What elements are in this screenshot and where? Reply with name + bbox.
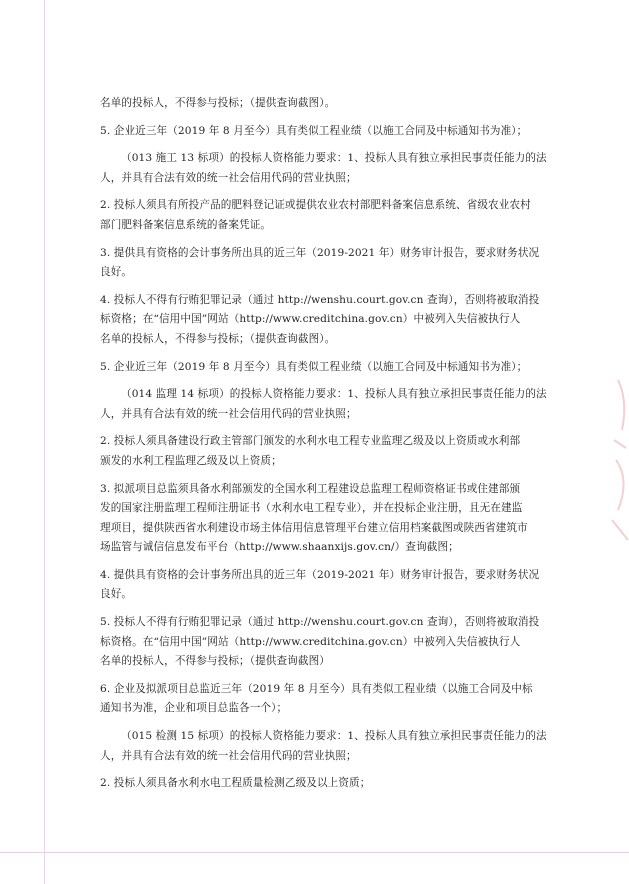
- text-line: 标资格。在“信用中国”网站（http://www.creditchina.gov.cn）中被列入失信被执行人: [100, 635, 521, 648]
- text-line: 4. 投标人不得有行贿犯罪记录（通过 http://wenshu.court.gov.cn 查询），否则将被取消投: [100, 293, 540, 306]
- text-line: 5. 企业近三年（2019 年 8 月至今）具有类似工程业绩（以施工合同及中标通知书为准）；: [100, 360, 528, 373]
- text-line: 名单的投标人，不得参与投标；（提供查询截图）: [100, 655, 330, 668]
- paragraph-gap: [100, 283, 578, 291]
- paragraph-gap: [100, 424, 578, 432]
- text-line: 3. 提供具有资格的会计事务所出具的近三年（2019-2021 年）财务审计报告，要求财务状况: [100, 246, 540, 259]
- text-line: （014 监理 14 标项）的投标人资格能力要求：1、投标人具有独立承担民事责任能力的法: [121, 388, 547, 401]
- text-line: 2. 投标人须具有所投产品的肥料登记证或提供农业农村部肥料备案信息系统、省级农业农村: [100, 199, 531, 212]
- document-body: [100, 94, 578, 794]
- paragraph-gap: [100, 672, 578, 680]
- text-line: （015 检测 15 标项）的投标人资格能力要求：1、投标人具有独立承担民事责任能力的法: [121, 730, 547, 743]
- text-line: 名单的投标人，不得参与投标；（提供查询截图）。: [100, 97, 336, 109]
- text-line: 2. 投标人须具备水利水电工程质量检测乙级及以上资质；: [100, 777, 371, 790]
- text-line: 标资格；在“信用中国”网站（http://www.creditchina.gov.cn）中被列入失信被执行人: [100, 313, 521, 326]
- text-line: 理项目，提供陕西省水利建设市场主体信用信息管理平台建立信用档案截图或陕西省建筑市: [100, 521, 528, 534]
- text-line: 3. 拟派项目总监须具备水利部颁发的全国水利工程建设总监理工程师资格证书或住建部颁: [100, 482, 521, 495]
- text-line: 6. 企业及拟派项目总监近三年（2019 年 8 月至今）具有类似工程业绩（以施工合同及中标: [100, 682, 533, 695]
- paragraph-gap: [100, 766, 578, 774]
- text-line: 良好。: [100, 266, 133, 279]
- text-line: 场监管与诚信信息发布平台（http://www.shaanxijs.gov.cn/）查询截图；: [100, 541, 459, 554]
- text-line: 良好。: [100, 588, 133, 601]
- text-line: 2. 投标人须具备建设行政主管部门颁发的水利水电工程专业监理乙级及以上资质或水利部: [100, 435, 521, 448]
- paragraph-gap: [100, 605, 578, 613]
- seal-stamp-fragment: [588, 370, 629, 550]
- paragraph-gap: [100, 558, 578, 566]
- page-left-border: [44, 0, 45, 884]
- text-line: 5. 企业近三年（2019 年 8 月至今）具有类似工程业绩（以施工合同及中标通知书为准）；: [100, 124, 528, 137]
- page-bottom-border: [0, 852, 629, 853]
- text-line: 4. 提供具有资格的会计事务所出具的近三年（2019-2021 年）财务审计报告，要求财务状况: [100, 568, 540, 581]
- text-line: 名单的投标人，不得参与投标；（提供查询截图）。: [100, 332, 336, 345]
- text-line: 人，并具有合法有效的统一社会信用代码的营业执照；: [100, 171, 357, 184]
- paragraph-gap: [100, 472, 578, 480]
- text-line: 通知书为准，企业和项目总监各一个）；: [100, 702, 288, 715]
- text-line: （013 施工 13 标项）的投标人资格能力要求：1、投标人具有独立承担民事责任能力的法: [121, 152, 547, 165]
- paragraph-gap: [100, 350, 578, 358]
- paragraph-gap: [100, 188, 578, 196]
- paragraph-gap: [100, 114, 578, 122]
- paragraph-gap: [100, 377, 578, 385]
- text-line: 人，并具有合法有效的统一社会信用代码的营业执照；: [100, 407, 357, 420]
- text-line: 5. 投标人不得有行贿犯罪记录（通过 http://wenshu.court.gov.cn 查询），否则将被取消投: [100, 616, 540, 629]
- text-line: 发的国家注册监理工程师注册证书（水利水电工程专业），并在投标企业注册，且无在建监: [100, 502, 523, 515]
- paragraph-gap: [100, 236, 578, 244]
- paragraph-gap: [100, 719, 578, 727]
- text-line: 人，并具有合法有效的统一社会信用代码的营业执照；: [100, 749, 357, 762]
- text-line: 部门肥料备案信息系统的备案凭证。: [100, 218, 272, 231]
- text-line: 颁发的水利工程监理乙级及以上资质；: [100, 454, 282, 467]
- paragraph-gap: [100, 141, 578, 149]
